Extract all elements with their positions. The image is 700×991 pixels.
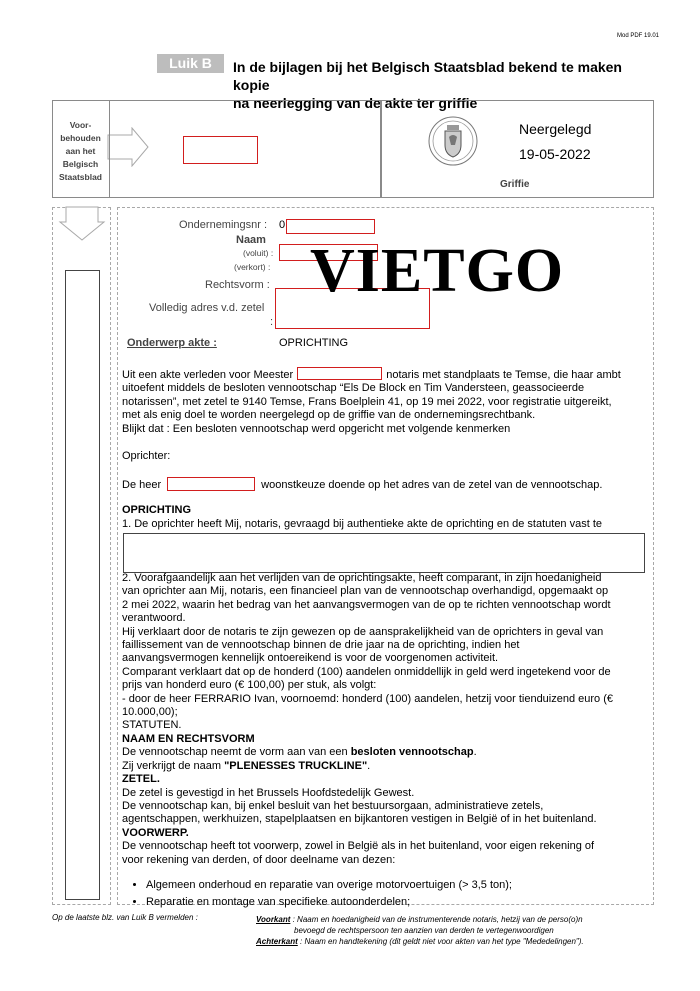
achterkant-text: : Naam en handtekening (dit geldt niet voor akten van het type "Mededelingen"). bbox=[297, 937, 584, 946]
reserved-line: behouden bbox=[60, 133, 101, 143]
ondernemingsnr-prefix: 0 bbox=[279, 219, 286, 231]
verkort-label: (verkort) : bbox=[234, 262, 271, 272]
adres-label: Volledig adres v.d. zetel bbox=[149, 302, 265, 314]
section-voorwerp: VOORWERP. bbox=[122, 826, 189, 839]
reserved-line: aan het bbox=[65, 146, 96, 156]
redacted-oprichting bbox=[123, 533, 645, 573]
heer-line: De heer woonstkeuze doende op het adres van de zetel van de vennootschap. bbox=[122, 479, 603, 491]
voorkant-text: : Naam en hoedanigheid van de instrumenterende notaris, hetzij van de perso(o)n bbox=[290, 915, 583, 924]
naam-line-2: Zij verkrijgt de naam "PLENESSES TRUCKLINE". bbox=[122, 759, 371, 772]
stamp-label: Neergelegd bbox=[519, 121, 592, 137]
stamp-griffie: Griffie bbox=[500, 179, 530, 190]
text-line: agentschappen, werkhuizen, stapelplaatsen en bijkantoren vestigen in België of in het buitenland. bbox=[122, 813, 597, 826]
text-line: De vennootschap heeft tot voorwerp, zowel in België als in het buitenland, voor eigen rekening of bbox=[122, 840, 595, 853]
text-line: - door de heer FERRARIO Ivan, voornoemd: honderd (100) aandelen, hetzij voor tienduizend euro (€ bbox=[122, 692, 614, 705]
text-line: De zetel is gevestigd in het Brussels Hoofdstedelijk Gewest. bbox=[122, 786, 415, 799]
footer-instructions bbox=[256, 914, 666, 947]
reserved-line: Belgisch bbox=[62, 159, 99, 169]
oprichting-line-1: 1. De oprichter heeft Mij, notaris, gevraagd bij authentieke akte de oprichting en de statuten vast te bbox=[122, 518, 603, 530]
text-line: verantwoord. bbox=[122, 612, 186, 625]
watermark: VIETGO bbox=[310, 237, 565, 305]
text-line: voor rekening van derden, of door deelname van dezen: bbox=[122, 853, 396, 866]
redacted-heer bbox=[167, 477, 255, 491]
voorwerp-list bbox=[122, 879, 654, 910]
adres-colon: : bbox=[270, 316, 274, 328]
text-line: Comparant verklaart dat op de honderd (100) aandelen onmiddellijk in geld werd ingetekend voor de bbox=[122, 665, 611, 678]
text-line: met als enig doel te worden neergelegd op de griffie van de ondernemingsrechtbank. bbox=[122, 409, 536, 422]
voluit-label: (voluit) : bbox=[243, 248, 274, 258]
title-line-2: na neerlegging van de akte ter griffie bbox=[233, 95, 478, 111]
text-line: Hij verklaart door de notaris te zijn gewezen op de aansprakelijkheid van de oprichters in geval van bbox=[122, 625, 604, 638]
reserved-line: Voor- bbox=[69, 120, 92, 130]
onderwerp-label: Onderwerp akte : bbox=[127, 337, 217, 349]
text-line: notarissen”, met zetel te 9140 Temse, Frans Boelplein 41, op 19 mei 2022, voor registratie uitgereikt, bbox=[122, 395, 612, 408]
redacted-block bbox=[183, 136, 258, 164]
naam-line-1: De vennootschap neemt de vorm aan van een besloten vennootschap. bbox=[122, 746, 477, 759]
section-oprichting: OPRICHTING bbox=[122, 504, 192, 516]
text-line: faillissement van de vennootschap binnen de drie jaar na de oprichting, indien het bbox=[122, 639, 520, 652]
text-line: aanvangsvermogen kennelijk ontoereikend is voor de voorgenomen activiteit. bbox=[122, 652, 499, 665]
text-line: prijs van honderd euro (€ 100,00) per stuk, als volgt: bbox=[122, 679, 377, 692]
text-line: van oprichter aan Mij, notaris, een financieel plan van de vennootschap overhandigd, opgemaakt op bbox=[122, 585, 609, 598]
down-arrow-icon bbox=[58, 206, 106, 242]
oprichter-label: Oprichter: bbox=[122, 450, 171, 462]
belgian-coat-of-arms-icon bbox=[428, 115, 478, 167]
text-line: 10.000,00); bbox=[122, 706, 178, 719]
text-line: 2 mei 2022, waarin het bedrag van het aanvangsvermogen van de op te richten vennootschap wordt bbox=[122, 598, 611, 611]
stamp-date: 19-05-2022 bbox=[519, 146, 591, 162]
naam-label: Naam bbox=[236, 234, 266, 246]
reserved-line: Staatsblad bbox=[59, 172, 102, 182]
paragraph-akte bbox=[122, 367, 654, 436]
list-item: • Algemeen onderhoud en reparatie van overige motorvoertuigen (> 3,5 ton); bbox=[146, 879, 654, 892]
text-line: De vennootschap kan, bij enkel besluit van het bestuursorgaan, administratieve zetels, bbox=[122, 799, 544, 812]
reserved-text bbox=[52, 119, 109, 184]
rechtsvorm-label: Rechtsvorm : bbox=[205, 279, 270, 291]
text-line: STATUTEN. bbox=[122, 719, 182, 732]
redacted-ondernemingsnr bbox=[286, 219, 375, 234]
form-version: Mod PDF 19.01 bbox=[617, 33, 660, 39]
voorkant-label: Voorkant bbox=[256, 915, 291, 924]
left-redacted-block bbox=[65, 270, 100, 900]
onderwerp-value: OPRICHTING bbox=[279, 337, 349, 349]
voorkant-text-2: bevoegd de rechtspersoon ten aanzien van derden te vertegenwoordigen bbox=[294, 926, 554, 935]
text-line: 2. Voorafgaandelijk aan het verlijden van de oprichtingsakte, heeft comparant, in zijn hoedanigheid bbox=[122, 572, 602, 584]
list-item: • Reparatie en montage van specifieke autoonderdelen; bbox=[146, 896, 654, 909]
footer-note: Op de laatste blz. van Luik B vermelden : bbox=[52, 913, 198, 922]
text-line: Uit een akte verleden voor Meester notaris met standplaats te Temse, die haar ambt bbox=[122, 369, 621, 381]
text-line: uitoefent middels de besloten vennootschap “Els De Block en Tim Vandersteen, geassocieerde bbox=[122, 382, 585, 395]
text-line: Blijkt dat : Een besloten vennootschap werd opgericht met volgende kenmerken bbox=[122, 422, 511, 435]
luik-label: Luik B bbox=[157, 54, 224, 73]
section-naam: NAAM EN RECHTSVORM bbox=[122, 732, 255, 745]
ondernemingsnr-label: Ondernemingsnr : bbox=[179, 219, 268, 231]
title-line-1: In de bijlagen bij het Belgisch Staatsblad bekend te maken kopie bbox=[233, 59, 622, 93]
achterkant-label: Achterkant bbox=[256, 937, 298, 946]
oprichting-paragraph-2 bbox=[122, 572, 654, 914]
section-zetel: ZETEL. bbox=[122, 773, 160, 786]
redacted-notaris bbox=[297, 367, 382, 380]
